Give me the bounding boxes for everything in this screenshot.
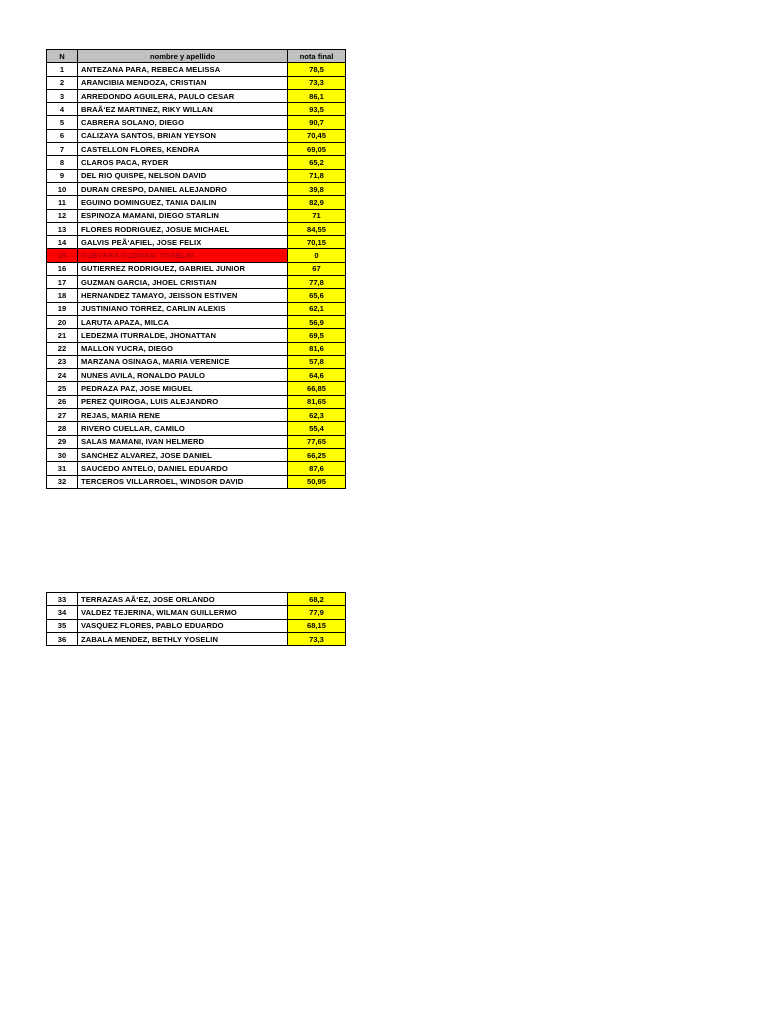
final-grade: 0 <box>288 249 346 262</box>
row-number: 6 <box>47 129 78 142</box>
row-number: 15 <box>47 249 78 262</box>
student-name: GUZMAN GARCIA, JHOEL CRISTIAN <box>78 276 288 289</box>
final-grade: 69,05 <box>288 143 346 156</box>
row-number: 36 <box>47 632 78 645</box>
table-row <box>47 222 346 235</box>
final-grade: 73,3 <box>288 76 346 89</box>
final-grade: 55,4 <box>288 422 346 435</box>
final-grade: 82,9 <box>288 196 346 209</box>
final-grade: 69,5 <box>288 329 346 342</box>
student-name: CALIZAYA SANTOS, BRIAN YEYSON <box>78 129 288 142</box>
row-number: 18 <box>47 289 78 302</box>
row-number: 17 <box>47 276 78 289</box>
row-number: 2 <box>47 76 78 89</box>
row-number: 31 <box>47 462 78 475</box>
grades-table-continued-body <box>47 593 346 646</box>
table-row <box>47 369 346 382</box>
table-row <box>47 606 346 619</box>
row-number: 20 <box>47 315 78 328</box>
table-row <box>47 329 346 342</box>
final-grade: 84,55 <box>288 222 346 235</box>
row-number: 3 <box>47 89 78 102</box>
table-row <box>47 209 346 222</box>
final-grade: 62,1 <box>288 302 346 315</box>
row-number: 19 <box>47 302 78 315</box>
table-row <box>47 619 346 632</box>
table-row <box>47 632 346 645</box>
student-name: ARANCIBIA MENDOZA, CRISTIAN <box>78 76 288 89</box>
student-name: GUEVARA GUZMAN, YOSELIN <box>78 249 288 262</box>
row-number: 21 <box>47 329 78 342</box>
row-number: 26 <box>47 395 78 408</box>
row-number: 24 <box>47 369 78 382</box>
student-name: MARZANA OSINAGA, MARIA VERENICE <box>78 355 288 368</box>
table-row <box>47 302 346 315</box>
table-row <box>47 236 346 249</box>
final-grade: 87,6 <box>288 462 346 475</box>
table-row <box>47 342 346 355</box>
final-grade: 70,45 <box>288 129 346 142</box>
row-number: 27 <box>47 409 78 422</box>
row-number: 12 <box>47 209 78 222</box>
student-name: EGUINO DOMINGUEZ, TANIA DAILIN <box>78 196 288 209</box>
table-row <box>47 196 346 209</box>
final-grade: 68,15 <box>288 619 346 632</box>
row-number: 9 <box>47 169 78 182</box>
student-name: REJAS, MARIA RENE <box>78 409 288 422</box>
final-grade: 93,5 <box>288 103 346 116</box>
student-name: PEREZ QUIROGA, LUIS ALEJANDRO <box>78 395 288 408</box>
table-row <box>47 593 346 606</box>
header-name: nombre y apellido <box>78 50 288 63</box>
student-name: CASTELLON FLORES, KENDRA <box>78 143 288 156</box>
row-number: 5 <box>47 116 78 129</box>
table-row <box>47 409 346 422</box>
student-name: CABRERA SOLANO, DIEGO <box>78 116 288 129</box>
student-name: SANCHEZ ALVAREZ, JOSE DANIEL <box>78 448 288 461</box>
row-number: 10 <box>47 182 78 195</box>
table-row <box>47 89 346 102</box>
table-row <box>47 422 346 435</box>
final-grade: 77,8 <box>288 276 346 289</box>
table-row <box>47 448 346 461</box>
student-name: JUSTINIANO TORREZ, CARLIN ALEXIS <box>78 302 288 315</box>
student-name: VASQUEZ FLORES, PABLO EDUARDO <box>78 619 288 632</box>
grades-table-body <box>47 63 346 489</box>
row-number: 13 <box>47 222 78 235</box>
final-grade: 50,95 <box>288 475 346 488</box>
student-name: DURAN CRESPO, DANIEL ALEJANDRO <box>78 182 288 195</box>
row-number: 14 <box>47 236 78 249</box>
grades-table <box>46 49 346 489</box>
row-number: 28 <box>47 422 78 435</box>
row-number: 7 <box>47 143 78 156</box>
row-number: 22 <box>47 342 78 355</box>
final-grade: 70,15 <box>288 236 346 249</box>
student-name: HERNANDEZ TAMAYO, JEISSON ESTIVEN <box>78 289 288 302</box>
final-grade: 66,25 <box>288 448 346 461</box>
row-number: 25 <box>47 382 78 395</box>
final-grade: 39,8 <box>288 182 346 195</box>
table-row <box>47 315 346 328</box>
row-number: 29 <box>47 435 78 448</box>
final-grade: 81,65 <box>288 395 346 408</box>
student-name: TERCEROS VILLARROEL, WINDSOR DAVID <box>78 475 288 488</box>
table-row <box>47 182 346 195</box>
row-number: 30 <box>47 448 78 461</box>
final-grade: 71,8 <box>288 169 346 182</box>
student-name: NUNES AVILA, RONALDO PAULO <box>78 369 288 382</box>
table-row <box>47 435 346 448</box>
student-name: VALDEZ TEJERINA, WILMAN GUILLERMO <box>78 606 288 619</box>
table-row <box>47 276 346 289</box>
final-grade: 77,9 <box>288 606 346 619</box>
student-name: GUTIERREZ RODRIGUEZ, GABRIEL JUNIOR <box>78 262 288 275</box>
student-name: CLAROS PACA, RYDER <box>78 156 288 169</box>
table-row <box>47 382 346 395</box>
student-name: SAUCEDO ANTELO, DANIEL EDUARDO <box>78 462 288 475</box>
student-name: LARUTA APAZA, MILCA <box>78 315 288 328</box>
row-number: 4 <box>47 103 78 116</box>
header-grade: nota final <box>288 50 346 63</box>
table-row <box>47 355 346 368</box>
final-grade: 62,3 <box>288 409 346 422</box>
table-row <box>47 475 346 488</box>
row-number: 1 <box>47 63 78 76</box>
row-number: 34 <box>47 606 78 619</box>
table-row <box>47 129 346 142</box>
header-number: N <box>47 50 78 63</box>
table-row <box>47 76 346 89</box>
student-name: ANTEZANA PARA, REBECA MELISSA <box>78 63 288 76</box>
table-row <box>47 169 346 182</box>
student-name: FLORES RODRIGUEZ, JOSUE MICHAEL <box>78 222 288 235</box>
student-name: RIVERO CUELLAR, CAMILO <box>78 422 288 435</box>
final-grade: 64,6 <box>288 369 346 382</box>
table-row <box>47 116 346 129</box>
final-grade: 73,3 <box>288 632 346 645</box>
row-number: 32 <box>47 475 78 488</box>
student-name: MALLON YUCRA, DIEGO <box>78 342 288 355</box>
table-row <box>47 143 346 156</box>
student-name: ESPINOZA MAMANI, DIEGO STARLIN <box>78 209 288 222</box>
student-name: TERRAZAS AÃ‘EZ, JOSE ORLANDO <box>78 593 288 606</box>
student-name: DEL RIO QUISPE, NELSON DAVID <box>78 169 288 182</box>
table-row <box>47 289 346 302</box>
row-number: 8 <box>47 156 78 169</box>
student-name: LEDEZMA ITURRALDE, JHONATTAN <box>78 329 288 342</box>
grades-table-continued <box>46 592 346 646</box>
student-name: ARREDONDO AGUILERA, PAULO CESAR <box>78 89 288 102</box>
final-grade: 71 <box>288 209 346 222</box>
table-row <box>47 103 346 116</box>
final-grade: 67 <box>288 262 346 275</box>
row-number: 16 <box>47 262 78 275</box>
table-row <box>47 395 346 408</box>
final-grade: 78,5 <box>288 63 346 76</box>
final-grade: 65,6 <box>288 289 346 302</box>
final-grade: 57,8 <box>288 355 346 368</box>
final-grade: 86,1 <box>288 89 346 102</box>
table-row <box>47 156 346 169</box>
student-name: ZABALA MENDEZ, BETHLY YOSELIN <box>78 632 288 645</box>
student-name: SALAS MAMANI, IVAN HELMERD <box>78 435 288 448</box>
final-grade: 68,2 <box>288 593 346 606</box>
table-row <box>47 249 346 262</box>
final-grade: 66,85 <box>288 382 346 395</box>
final-grade: 77,65 <box>288 435 346 448</box>
final-grade: 90,7 <box>288 116 346 129</box>
final-grade: 65,2 <box>288 156 346 169</box>
final-grade: 81,6 <box>288 342 346 355</box>
student-name: BRAÃ‘EZ MARTINEZ, RIKY WILLAN <box>78 103 288 116</box>
row-number: 35 <box>47 619 78 632</box>
header-row <box>47 50 346 63</box>
table-row <box>47 462 346 475</box>
row-number: 23 <box>47 355 78 368</box>
final-grade: 56,9 <box>288 315 346 328</box>
student-name: PEDRAZA PAZ, JOSE MIGUEL <box>78 382 288 395</box>
row-number: 33 <box>47 593 78 606</box>
row-number: 11 <box>47 196 78 209</box>
student-name: GALVIS PEÃ‘AFIEL, JOSE FELIX <box>78 236 288 249</box>
table-row <box>47 63 346 76</box>
table-row <box>47 262 346 275</box>
